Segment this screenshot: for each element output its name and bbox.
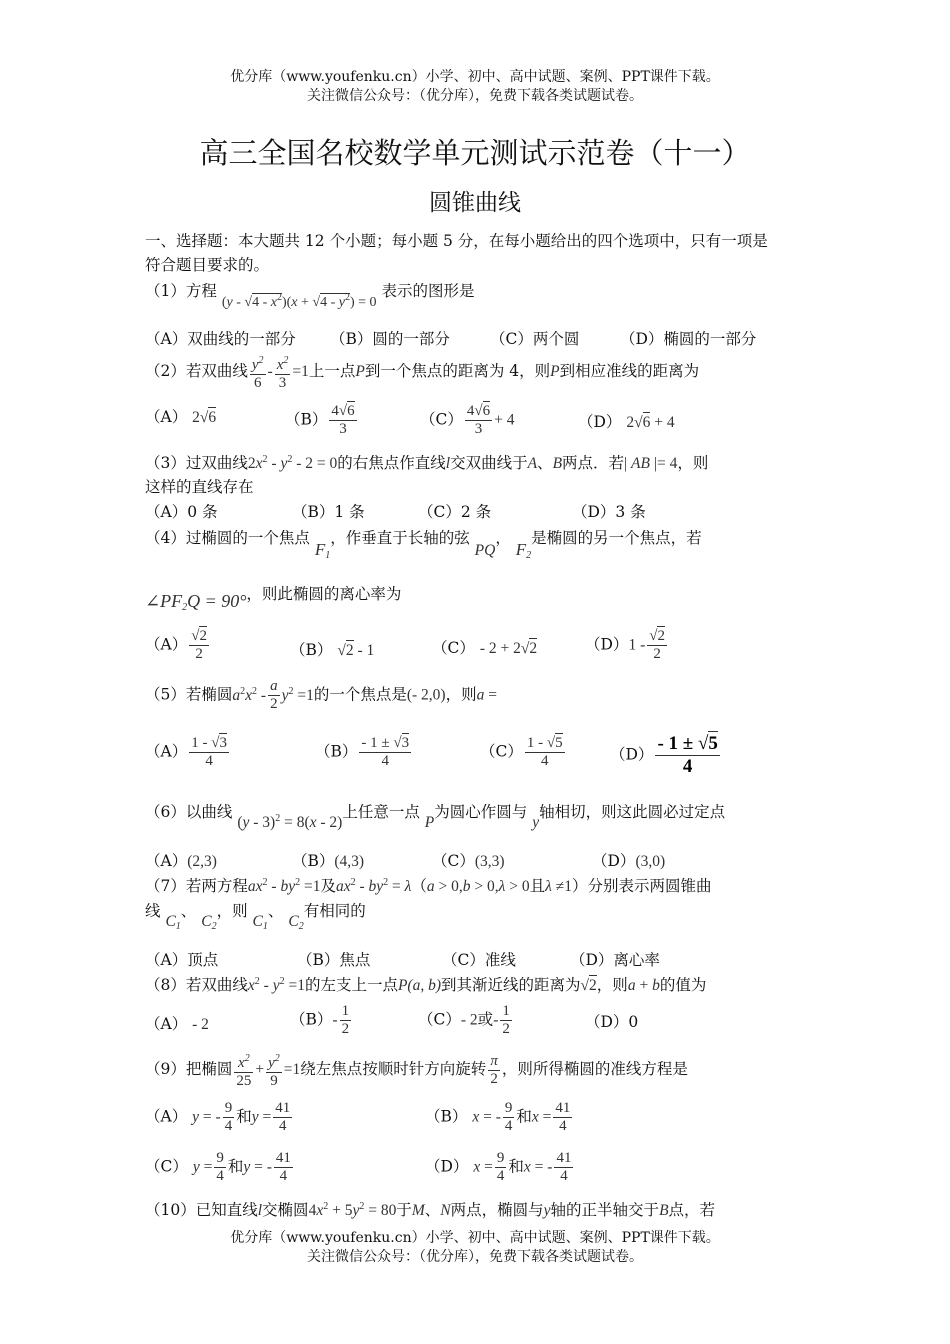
q8-option-c: （C）- 2或- $\frac{1}{2}$ bbox=[418, 1003, 510, 1037]
q6-option-b: （B）(4,3) bbox=[292, 852, 365, 870]
q7-option-c: （C）准线 bbox=[442, 951, 516, 969]
q3-option-c: （C）2 条 bbox=[418, 503, 492, 521]
q8-option-d: （D）0 bbox=[585, 1013, 639, 1031]
footer-line-1: 优分库（www.youfenku.cn）小学、初中、高中试题、案例、PPT课件下载。 bbox=[230, 1230, 720, 1246]
question-2: （2）若双曲线 $\frac{y^2}{6}$ - $\frac{x^2}{3}$ =1上一点P到一个焦点的距离为 4，则P到相应准线的距离为 bbox=[145, 352, 810, 392]
q3-option-d: （D）3 条 bbox=[572, 503, 646, 521]
q5-option-b: （B） $\frac{- 1 \pm √3}{4}$ bbox=[315, 735, 410, 769]
question-4-line-2: ∠PF2Q = 90°，则此椭圆的离心率为 bbox=[145, 585, 402, 613]
q8-option-a: （A） - 2 bbox=[145, 1015, 209, 1033]
question-3-line-2: 这样的直线存在 bbox=[145, 478, 254, 496]
q2-option-b: （B） $\frac{4√6}{3}$ bbox=[285, 403, 355, 437]
q7-option-a: （A）顶点 bbox=[145, 951, 219, 969]
page-title: 高三全国名校数学单元测试示范卷（十一） bbox=[199, 136, 751, 170]
q3-option-a: （A）0 条 bbox=[145, 503, 218, 521]
question-1: （1）方程 $(y - √4 - x^2)(x + √4 - y^2) = 0$ 表示的图形是 bbox=[145, 282, 475, 310]
q7-option-b: （B）焦点 bbox=[297, 951, 371, 969]
q4-option-b: （B） √2 - 1 bbox=[290, 641, 375, 659]
question-5: （5）若椭圆$a^2x^2$ - $\frac{a}{2}$ $y^2 =1$的一个焦点是(- 2,0)，则a = bbox=[145, 678, 497, 712]
q6-option-d: （D）(3,0) bbox=[592, 852, 666, 870]
q5-option-d: （D） $\frac{- 1 \pm √5}{4}$ bbox=[610, 733, 718, 777]
q3-option-b: （B）1 条 bbox=[292, 503, 365, 521]
footer-line-2: 关注微信公众号：（优分库），免费下载各类试题试卷。 bbox=[307, 1249, 643, 1265]
q6-option-c: （C）(3,3) bbox=[432, 852, 505, 870]
q5-option-c: （C） $\frac{1 - √5}{4}$ bbox=[480, 735, 563, 769]
q9-option-c: （C） y = $\frac{9}{4}$ 和y = - $\frac{41}{4}$ bbox=[145, 1150, 291, 1184]
q2-option-a: （A） 2√6 bbox=[145, 408, 217, 426]
page-subtitle: 圆锥曲线 bbox=[429, 190, 521, 216]
section-intro-1: 一、选择题：本大题共 12 个小题；每小题 5 分，在每小题给出的四个选项中，只有一项是 bbox=[145, 232, 768, 250]
q4-option-a: （A） $\frac{√2}{2}$ bbox=[145, 628, 207, 662]
q9-option-d: （D） x = $\frac{9}{4}$ 和x = - $\frac{41}{4}$ bbox=[425, 1150, 572, 1184]
q1-option-c: （C）两个圆 bbox=[490, 330, 580, 348]
q4-option-d: （D）1 - $\frac{√2}{2}$ bbox=[585, 628, 665, 662]
header-line-2: 关注微信公众号：（优分库），免费下载各类试题试卷。 bbox=[307, 88, 643, 104]
question-4: （4）过椭圆的一个焦点 F1，作垂直于长轴的弦 PQ， F2是椭圆的另一个焦点，若 bbox=[145, 529, 702, 561]
q4-option-c: （C） - 2 + 2√2 bbox=[432, 639, 538, 657]
question-8: （8）若双曲线$x^2 - y^2 =1$的左支上一点P(a, b)到其渐近线的距离为√2，则a + b的值为 bbox=[145, 976, 707, 994]
q8-option-b: （B）- $\frac{1}{2}$ bbox=[290, 1003, 350, 1037]
q9-option-a: （A） y = - $\frac{9}{4}$ 和y = $\frac{41}{4}$ bbox=[145, 1100, 291, 1134]
q7-option-d: （D）离心率 bbox=[570, 951, 660, 969]
question-10: （10）已知直线l交椭圆$4x^2 + 5y^2 = 80$于M、N两点，椭圆与y轴的正半轴交于B点，若 bbox=[145, 1201, 716, 1219]
question-7-line-2: 线 C1、 C2，则 C1、 C2有相同的 bbox=[145, 902, 366, 932]
q6-option-a: （A）(2,3) bbox=[145, 852, 217, 870]
q5-option-a: （A） $\frac{1 - √3}{4}$ bbox=[145, 735, 227, 769]
question-9: （9）把椭圆 $\frac{x^2}{25}$ + $\frac{y^2}{9}$ =1绕左焦点按顺时针方向旋转 $\frac{\pi}{2}$ ，则所得椭圆的准线方程是 bbox=[145, 1050, 810, 1090]
section-intro-2: 符合题目要求的。 bbox=[145, 256, 270, 274]
q1-option-b: （B）圆的一部分 bbox=[330, 330, 450, 348]
q2-option-d: （D） 2√6 + 4 bbox=[578, 413, 675, 431]
header-line-1: 优分库（www.youfenku.cn）小学、初中、高中试题、案例、PPT课件下载。 bbox=[230, 69, 720, 85]
q9-option-b: （B） x = - $\frac{9}{4}$ 和x = $\frac{41}{4}$ bbox=[425, 1100, 571, 1134]
q1-option-a: （A）双曲线的一部分 bbox=[145, 330, 296, 348]
question-3: （3）过双曲线$2x^2 - y^2 - 2 = 0$的右焦点作直线l交双曲线于A、B两点．若| AB |= 4，则 bbox=[145, 454, 709, 472]
q2-option-c: （C） $\frac{4√6}{3}$ + 4 bbox=[420, 403, 515, 437]
q1-option-d: （D）椭圆的一部分 bbox=[620, 330, 757, 348]
question-7: （7）若两方程$ax^2 - by^2 =1$及$ax^2 - by^2 = \lambda(a > 0,b > 0,\lambda > 0$且λ ≠1）分别表示两圆锥曲 bbox=[145, 877, 712, 895]
question-6: （6）以曲线 (y - 3)$^2$ = 8(x - 2)上任意一点 P为圆心作圆与 y轴相切，则这此圆必过定点 bbox=[145, 803, 726, 831]
